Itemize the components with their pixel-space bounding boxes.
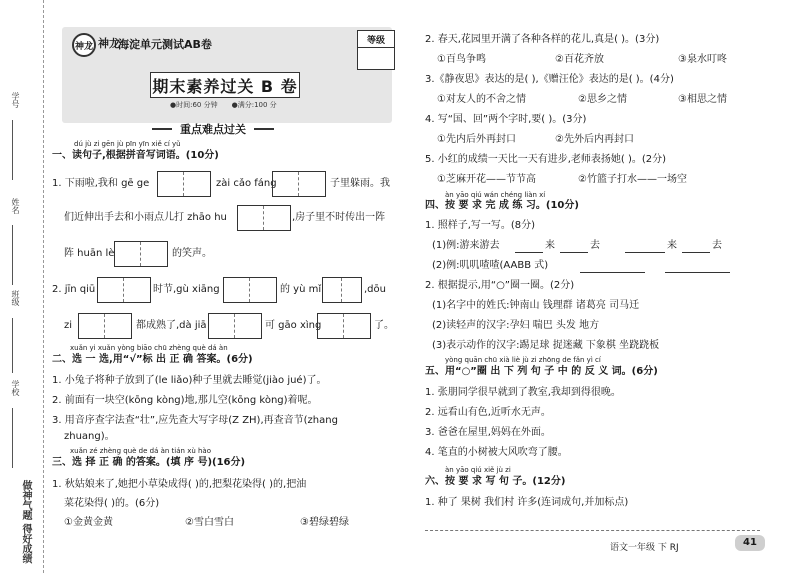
s5-sentence[interactable]: 3. 爸爸在屋里,妈妈在外面。 bbox=[425, 427, 551, 438]
brand-name: 神龙 bbox=[98, 37, 120, 50]
page-number: 41 bbox=[735, 535, 765, 551]
s3-option: ①金黄金黄 bbox=[64, 517, 113, 528]
section-5-title: 五、用“○”圈 出 下 列 句 子 中 的 反 义 词。(6分) bbox=[425, 366, 658, 377]
name-label: 姓名 bbox=[11, 198, 20, 214]
s4-q2: 2. 根据提示,用“○”圈一圈。(2分) bbox=[425, 280, 575, 291]
s4-pinyin: àn yāo qiú wán chéng liàn xí bbox=[445, 191, 546, 199]
s5-sentence[interactable]: 4. 笔直的小树被大风吹弯了腰。 bbox=[425, 447, 568, 458]
q2-text-h: 了。 bbox=[374, 320, 394, 331]
section-banner bbox=[150, 121, 276, 137]
answer-box[interactable] bbox=[223, 277, 277, 303]
q2-text-b: 时节,gù xiāng bbox=[153, 284, 220, 295]
blank-line[interactable] bbox=[580, 272, 645, 273]
school-line bbox=[12, 408, 16, 468]
s2-q1[interactable]: 1. 小兔子将种子放到了(le liǎo)种子里就去睡觉(jiào jué)了。 bbox=[52, 375, 327, 386]
answer-box[interactable] bbox=[322, 277, 362, 303]
r-q5-option: ①芝麻开花——节节高 bbox=[437, 174, 536, 185]
s6-q1: 1. 种了 果树 我们村 许多(连词成句,并加标点) bbox=[425, 497, 629, 508]
blank-line[interactable] bbox=[682, 252, 710, 253]
q1-text-e: 阵 huān lè bbox=[64, 248, 115, 259]
r-q3-option: ①对友人的不舍之情 bbox=[437, 94, 526, 105]
student-id-line bbox=[12, 120, 16, 180]
binding-spine bbox=[0, 0, 44, 573]
r-q2-option: ①百鸟争鸣 bbox=[437, 54, 486, 65]
r-q3-option: ②思乡之情 bbox=[578, 94, 627, 105]
q2-text-e: zi bbox=[64, 320, 73, 331]
s4-ex1-qu-2: 去 bbox=[712, 240, 722, 251]
q1-text-c: 们近伸出手去和小雨点儿打 zhāo hu bbox=[64, 212, 227, 223]
student-id-label: 学号 bbox=[11, 92, 20, 108]
s3-q1-cont: 菜花染得( )的。(6分) bbox=[64, 498, 160, 509]
answer-box[interactable] bbox=[208, 313, 262, 339]
section-3-title: 三、选 择 正 确 的答案。(填 序 号)(16分) bbox=[52, 457, 246, 468]
q1-text-a: 1. 下雨啦,我和 gē ge bbox=[52, 178, 150, 189]
answer-box[interactable] bbox=[237, 205, 291, 231]
blank-line[interactable] bbox=[665, 272, 730, 273]
s6-pinyin: àn yāo qiú xiě jù zi bbox=[445, 466, 511, 474]
s4-example-2: (2)例:叽叽喳喳(AABB 式) bbox=[432, 260, 549, 271]
section-2-title: 二、选 一 选,用“√”标 出 正 确 答案。(6分) bbox=[52, 354, 253, 365]
q2-text-d: ,dōu bbox=[364, 284, 386, 295]
r-q3-option: ③相思之情 bbox=[678, 94, 727, 105]
banner-left-chevrons-icon bbox=[150, 124, 174, 134]
q2-text-f: 都成熟了,dà jiā bbox=[136, 320, 207, 331]
s4-example-1: (1)例:游来游去 bbox=[432, 240, 500, 251]
s2-q3[interactable]: 3. 用音序查字法查“壮”,应先查大写字母(Z ZH),再查音节(zhang bbox=[52, 415, 338, 426]
s3-option: ②雪白雪白 bbox=[185, 517, 234, 528]
s3-pinyin: xuǎn zé zhèng què de dá àn tián xù hào bbox=[70, 447, 212, 455]
r-q5: 5. 小红的成绩一天比一天有进步,老师表扬她( )。(2分) bbox=[425, 154, 667, 165]
s1-pinyin: dú jù zi gēn jù pīn yīn xiě cí yǔ bbox=[74, 140, 181, 148]
r-q2: 2. 春天,花园里开满了各种各样的花儿,真是( )。(3分) bbox=[425, 34, 660, 45]
s4-q2-item[interactable]: (2)读轻声的汉字:孕妇 喘巴 头发 地方 bbox=[432, 320, 600, 331]
blank-line[interactable] bbox=[515, 252, 543, 253]
q2-text-c: 的 yù mǐ bbox=[280, 284, 322, 295]
class-label: 班级 bbox=[11, 290, 20, 306]
section-4-title: 四、按 要 求 完 成 练 习。(10分) bbox=[425, 200, 579, 211]
s3-q1: 1. 秋姑娘来了,她把小草染成得( )的,把梨花染得( )的,把油 bbox=[52, 479, 307, 490]
name-line bbox=[12, 225, 16, 285]
s4-ex1-lai-2: 来 bbox=[667, 240, 677, 251]
s4-ex1-qu: 去 bbox=[590, 240, 600, 251]
r-q2-option: ③泉水叮咚 bbox=[678, 54, 727, 65]
answer-box[interactable] bbox=[157, 171, 211, 197]
series-title: 海淀单元测试AB卷 bbox=[118, 38, 212, 51]
s4-q2-item[interactable]: (3)表示动作的汉字:踢足球 捉迷藏 下象棋 坐跷跷板 bbox=[432, 340, 660, 351]
s2-pinyin: xuǎn yi xuǎn yòng biāo chū zhèng què dá àn bbox=[70, 344, 228, 352]
r-q5-option: ②竹篮子打水——一场空 bbox=[578, 174, 687, 185]
r-q4-option: ①先内后外再封口 bbox=[437, 134, 516, 145]
s2-q3-cont[interactable]: zhuang)。 bbox=[64, 431, 115, 442]
time-limit: ●时间:60 分钟 bbox=[170, 101, 218, 109]
answer-box[interactable] bbox=[114, 241, 168, 267]
answer-line[interactable] bbox=[425, 530, 760, 531]
page-title: 期末素养过关 B 卷 bbox=[150, 72, 300, 98]
answer-box[interactable] bbox=[78, 313, 132, 339]
q1-text-d: ,房子里不时传出一阵 bbox=[292, 212, 386, 223]
banner-right-chevrons-icon bbox=[252, 124, 276, 134]
q2-text-a: 2. jīn qiū bbox=[52, 284, 96, 295]
section-6-title: 六、按 要 求 写 句 子。(12分) bbox=[425, 476, 566, 487]
r-q3: 3.《静夜思》表达的是( ),《赠汪伦》表达的是( )。(4分) bbox=[425, 74, 674, 85]
s4-q2-item[interactable]: (1)名字中的姓氏:钟南山 钱理群 诸葛亮 司马迁 bbox=[432, 300, 640, 311]
r-q2-option: ②百花齐放 bbox=[555, 54, 604, 65]
s4-q1: 1. 照样子,写一写。(8分) bbox=[425, 220, 536, 231]
grade-box bbox=[357, 30, 395, 70]
s5-sentence[interactable]: 1. 张朋同学很早就到了教室,我却到得很晚。 bbox=[425, 387, 621, 398]
answer-box[interactable] bbox=[317, 313, 371, 339]
q1-pinyin-2: zài cǎo fáng bbox=[216, 178, 277, 189]
blank-line[interactable] bbox=[560, 252, 588, 253]
s5-pinyin: yòng quān chū xià liè jù zi zhōng de fǎn yì cí bbox=[445, 356, 601, 364]
section-banner-label: 重点难点过关 bbox=[180, 123, 246, 136]
r-q4: 4. 写“国、回”两个字时,要( )。(3分) bbox=[425, 114, 587, 125]
class-line bbox=[12, 318, 16, 373]
q2-text-g: 可 gāo xìng bbox=[265, 320, 322, 331]
course-label: 语文一年级 下 RJ bbox=[610, 543, 679, 553]
brand-slogan: 做神气题 得好成绩 bbox=[20, 480, 31, 564]
s4-ex1-lai: 来 bbox=[545, 240, 555, 251]
r-q4-option: ②先外后内再封口 bbox=[555, 134, 634, 145]
school-label: 学校 bbox=[11, 380, 20, 396]
section-1-title: 一、读句子,根据拼音写词语。(10分) bbox=[52, 150, 219, 161]
answer-box[interactable] bbox=[272, 171, 326, 197]
grade-label: 等级 bbox=[366, 36, 385, 46]
full-score: ●满分:100 分 bbox=[231, 101, 277, 109]
answer-box[interactable] bbox=[97, 277, 151, 303]
blank-line[interactable] bbox=[625, 252, 665, 253]
q1-text-f: 的笑声。 bbox=[172, 248, 212, 259]
s3-option: ③碧绿碧绿 bbox=[300, 517, 349, 528]
logo-seal-icon: 神龙 bbox=[72, 33, 96, 57]
q1-text-b: 子里躲雨。我 bbox=[330, 178, 390, 189]
exam-meta bbox=[170, 100, 291, 110]
s5-sentence[interactable]: 2. 远看山有色,近听水无声。 bbox=[425, 407, 551, 418]
s2-q2[interactable]: 2. 前面有一块空(kōng kòng)地,那儿空(kōng kòng)着呢。 bbox=[52, 395, 318, 406]
